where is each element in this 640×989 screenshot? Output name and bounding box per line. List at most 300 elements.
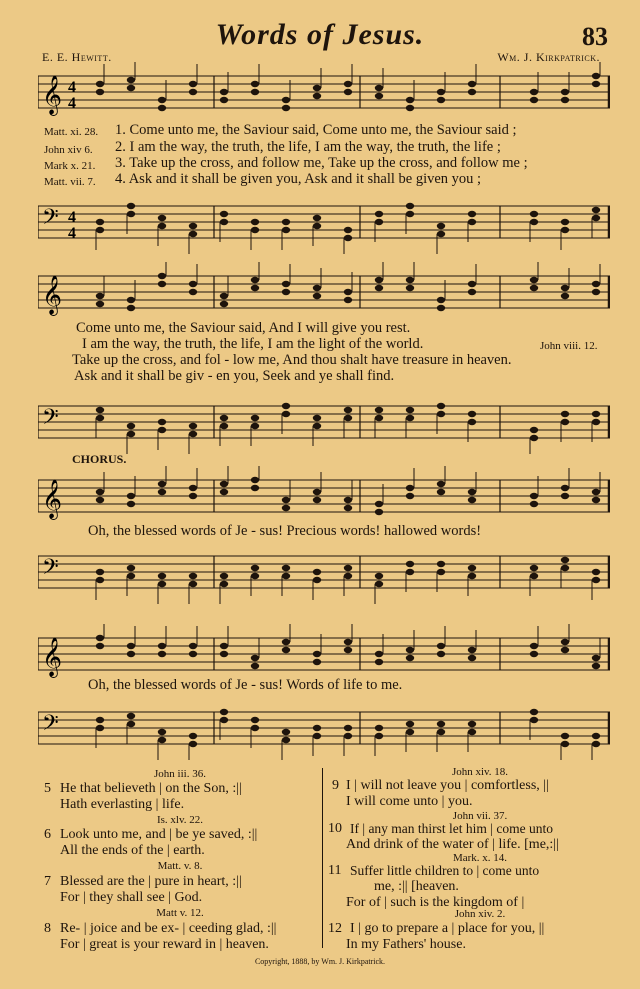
notehead <box>592 577 600 583</box>
notehead <box>282 505 290 511</box>
notehead <box>592 281 600 287</box>
notehead <box>251 725 259 731</box>
notehead <box>251 485 259 491</box>
notehead <box>561 97 569 103</box>
notehead <box>468 411 476 417</box>
notehead <box>282 281 290 287</box>
notehead <box>251 565 259 571</box>
stanza-line: Hath everlasting | life. <box>60 797 185 812</box>
notehead <box>592 489 600 495</box>
notehead <box>468 89 476 95</box>
notehead <box>127 651 135 657</box>
bass-clef-icon: 𝄢 <box>42 405 59 435</box>
notehead <box>530 211 538 217</box>
notehead <box>189 643 197 649</box>
stanza-ref: Mark. x. 14. <box>452 852 508 864</box>
notehead <box>406 569 414 575</box>
notehead <box>127 721 135 727</box>
notehead <box>468 419 476 425</box>
notehead <box>406 105 414 111</box>
notehead <box>468 281 476 287</box>
stanza-line: I | will not leave you | comfortless, || <box>346 778 549 793</box>
stanza-line: For | great is your reward in | heaven. <box>60 937 269 952</box>
copyright: Copyright, 1888, by Wm. J. Kirkpatrick. <box>254 957 386 966</box>
stanza-ref: John vii. 37. <box>452 810 508 822</box>
notehead <box>437 651 445 657</box>
stanza-num: 9 <box>332 778 339 793</box>
notehead <box>220 581 228 587</box>
notehead <box>344 407 352 413</box>
notehead <box>530 89 538 95</box>
notehead <box>127 565 135 571</box>
notehead <box>158 273 166 279</box>
notehead <box>251 423 259 429</box>
notehead <box>375 407 383 413</box>
stanza-line: Look unto me, and | be ye saved, :|| <box>60 827 258 842</box>
notehead <box>344 733 352 739</box>
notehead <box>592 569 600 575</box>
stanza-line: Suffer little children to | come unto <box>350 863 540 878</box>
notehead <box>127 431 135 437</box>
notehead <box>468 81 476 87</box>
notehead <box>592 655 600 661</box>
notehead <box>96 577 104 583</box>
notehead <box>530 565 538 571</box>
notehead <box>158 97 166 103</box>
notehead <box>282 219 290 225</box>
notehead <box>251 227 259 233</box>
notehead <box>344 505 352 511</box>
notehead <box>313 285 321 291</box>
notehead <box>468 647 476 653</box>
notehead <box>406 485 414 491</box>
notehead <box>96 227 104 233</box>
notehead <box>96 725 104 731</box>
notehead <box>375 285 383 291</box>
stanza-line: I will come unto | you. <box>346 794 473 809</box>
notehead <box>158 215 166 221</box>
notehead <box>127 643 135 649</box>
notehead <box>344 227 352 233</box>
notehead <box>251 415 259 421</box>
notehead <box>189 231 197 237</box>
notehead <box>437 89 445 95</box>
chorus-line: Oh, the blessed words of Je - sus! Words of life to me. <box>88 677 403 693</box>
notehead <box>313 415 321 421</box>
notehead <box>530 717 538 723</box>
notehead <box>313 569 321 575</box>
notehead <box>96 219 104 225</box>
bass-clef-icon: 𝄢 <box>42 711 59 741</box>
stanza-line: me, :|| [heaven. <box>374 879 459 894</box>
notehead <box>282 105 290 111</box>
verse-line: 3. Take up the cross, and follow me, Take up the cross, and follow me ; <box>115 155 528 171</box>
notehead <box>220 89 228 95</box>
treble-staff-2 <box>38 262 610 324</box>
notehead <box>406 285 414 291</box>
lyric-line: Come unto me, the Saviour said, And I will give you rest. <box>76 320 411 336</box>
notehead <box>561 557 569 563</box>
notehead <box>127 493 135 499</box>
notehead <box>96 489 104 495</box>
notehead <box>127 77 135 83</box>
notehead <box>530 427 538 433</box>
notehead <box>251 219 259 225</box>
notehead <box>251 573 259 579</box>
notehead <box>220 717 228 723</box>
stanza-line: For of | such is the kingdom of | <box>346 895 525 910</box>
notehead <box>251 655 259 661</box>
notehead <box>468 219 476 225</box>
notehead <box>561 419 569 425</box>
notehead <box>189 581 197 587</box>
notehead <box>282 403 290 409</box>
notehead <box>406 647 414 653</box>
notehead <box>127 713 135 719</box>
notehead <box>437 561 445 567</box>
chorus-line: Oh, the blessed words of Je - sus! Precious words! hallowed words! <box>88 523 482 539</box>
notehead <box>189 89 197 95</box>
notehead <box>282 289 290 295</box>
notehead <box>344 573 352 579</box>
stanza-num: 10 <box>328 821 342 836</box>
notehead <box>406 493 414 499</box>
notehead <box>406 415 414 421</box>
notehead <box>96 497 104 503</box>
notehead <box>592 289 600 295</box>
notehead <box>313 293 321 299</box>
notehead <box>220 643 228 649</box>
notehead <box>158 489 166 495</box>
notehead <box>437 411 445 417</box>
stanza-ref: Is. xlv. 22. <box>156 814 204 826</box>
notehead <box>561 493 569 499</box>
notehead <box>437 305 445 311</box>
notehead <box>251 663 259 669</box>
stanza-num: 11 <box>328 863 342 878</box>
notehead <box>530 573 538 579</box>
stanza-ref: John iii. 36. <box>154 768 206 780</box>
notehead <box>530 285 538 291</box>
notehead <box>220 481 228 487</box>
notehead <box>561 89 569 95</box>
notehead <box>189 223 197 229</box>
notehead <box>127 573 135 579</box>
notehead <box>375 659 383 665</box>
stanza-line: In my Fathers' house. <box>346 937 466 952</box>
notehead <box>344 565 352 571</box>
notehead <box>313 223 321 229</box>
notehead <box>344 289 352 295</box>
notehead <box>406 203 414 209</box>
notehead <box>530 277 538 283</box>
notehead <box>282 97 290 103</box>
notehead <box>592 81 600 87</box>
notehead <box>468 565 476 571</box>
notehead <box>344 81 352 87</box>
notehead <box>189 741 197 747</box>
notehead <box>437 403 445 409</box>
notehead <box>468 729 476 735</box>
notehead <box>282 497 290 503</box>
column-divider <box>322 768 323 948</box>
notehead <box>313 659 321 665</box>
notehead <box>189 651 197 657</box>
notehead <box>375 211 383 217</box>
notehead <box>220 415 228 421</box>
notehead <box>251 81 259 87</box>
notehead <box>530 97 538 103</box>
page-number: 83 <box>582 22 608 51</box>
notehead <box>406 211 414 217</box>
notehead <box>530 643 538 649</box>
notehead <box>282 227 290 233</box>
svg-text:4: 4 <box>68 95 76 112</box>
notehead <box>220 301 228 307</box>
notehead <box>189 493 197 499</box>
stanza-ref: John xiv. 18. <box>451 766 509 778</box>
notehead <box>189 81 197 87</box>
notehead <box>96 301 104 307</box>
stanza-line: He that believeth | on the Son, :|| <box>60 781 242 796</box>
notehead <box>561 647 569 653</box>
notehead <box>592 741 600 747</box>
notehead <box>127 305 135 311</box>
stanza-line: Blessed are the | pure in heart, :|| <box>60 874 242 889</box>
notehead <box>530 501 538 507</box>
notehead <box>592 733 600 739</box>
verse-ref: John xiv 6. <box>44 144 93 156</box>
notehead <box>220 709 228 715</box>
notehead <box>375 501 383 507</box>
notehead <box>437 569 445 575</box>
notehead <box>220 423 228 429</box>
verse-line: 4. Ask and it shall be given you, Ask and it shall be given you ; <box>115 171 482 187</box>
notehead <box>158 419 166 425</box>
notehead <box>592 663 600 669</box>
notehead <box>592 215 600 221</box>
notehead <box>344 497 352 503</box>
notehead <box>313 489 321 495</box>
notehead <box>375 85 383 91</box>
notehead <box>437 297 445 303</box>
notehead <box>468 289 476 295</box>
notehead <box>282 647 290 653</box>
notehead <box>96 569 104 575</box>
notehead <box>158 481 166 487</box>
notehead <box>530 493 538 499</box>
bass-staff-1 <box>38 192 610 254</box>
lyric-line: I am the way, the truth, the life, I am the light of the world. <box>82 336 424 352</box>
notehead <box>468 573 476 579</box>
notehead <box>158 581 166 587</box>
notehead <box>530 651 538 657</box>
notehead <box>251 477 259 483</box>
notehead <box>375 415 383 421</box>
notehead <box>530 709 538 715</box>
notehead <box>189 423 197 429</box>
notehead <box>344 235 352 241</box>
notehead <box>96 643 104 649</box>
bass-clef-icon: 𝄢 <box>42 555 59 585</box>
notehead <box>220 651 228 657</box>
treble-clef-icon: 𝄞 <box>42 637 63 677</box>
notehead <box>437 231 445 237</box>
notehead <box>437 721 445 727</box>
notehead <box>158 223 166 229</box>
notehead <box>437 489 445 495</box>
notehead <box>313 423 321 429</box>
notehead <box>96 81 104 87</box>
notehead <box>561 219 569 225</box>
notehead <box>437 729 445 735</box>
notehead <box>127 501 135 507</box>
notehead <box>251 285 259 291</box>
stanza-line: If | any man thirst let him | come unto <box>350 821 553 836</box>
treble-clef-icon: 𝄞 <box>42 275 63 315</box>
notehead <box>592 73 600 79</box>
notehead <box>189 431 197 437</box>
notehead <box>251 717 259 723</box>
notehead <box>344 297 352 303</box>
notehead <box>96 635 104 641</box>
notehead <box>96 293 104 299</box>
notehead <box>375 277 383 283</box>
notehead <box>561 733 569 739</box>
notehead <box>375 509 383 515</box>
verse-line: 1. Come unto me, the Saviour said, Come unto me, the Saviour said ; <box>115 122 517 138</box>
verse-line: 2. I am the way, the truth, the life, I am the way, the truth, the life ; <box>115 139 501 155</box>
stanza-num: 6 <box>44 827 51 842</box>
notehead <box>96 717 104 723</box>
notehead <box>592 419 600 425</box>
notehead <box>592 207 600 213</box>
notehead <box>220 573 228 579</box>
notehead <box>282 737 290 743</box>
stanza-ref: Matt v. 12. <box>156 907 204 919</box>
notehead <box>96 89 104 95</box>
notehead <box>313 215 321 221</box>
verse-ref: Matt. xi. 28. <box>44 126 99 138</box>
notehead <box>344 725 352 731</box>
stanza-line: And drink of the water of | life. [me,:|| <box>346 837 559 852</box>
notehead <box>468 211 476 217</box>
treble-clef-icon: 𝄞 <box>42 479 63 519</box>
notehead <box>158 281 166 287</box>
notehead <box>282 573 290 579</box>
svg-text:4: 4 <box>68 225 76 242</box>
notehead <box>127 297 135 303</box>
notehead <box>127 211 135 217</box>
notehead <box>220 293 228 299</box>
notehead <box>375 651 383 657</box>
treble-clef-icon: 𝄞 <box>42 75 63 115</box>
notehead <box>530 219 538 225</box>
stanza-num: 7 <box>44 874 51 889</box>
stanza-line: I | go to prepare a | place for you, || <box>350 921 545 936</box>
stanza-num: 5 <box>44 781 51 796</box>
notehead <box>220 219 228 225</box>
notehead <box>313 93 321 99</box>
notehead <box>158 729 166 735</box>
notehead <box>282 411 290 417</box>
notehead <box>592 411 600 417</box>
stanza-ref: Matt. v. 8. <box>157 860 203 872</box>
notehead <box>375 93 383 99</box>
notehead <box>220 489 228 495</box>
notehead <box>220 211 228 217</box>
notehead <box>375 725 383 731</box>
notehead <box>406 561 414 567</box>
chorus-label: CHORUS. <box>72 452 127 466</box>
notehead <box>406 277 414 283</box>
notehead <box>375 581 383 587</box>
notehead <box>127 423 135 429</box>
notehead <box>468 489 476 495</box>
svg-text:4: 4 <box>68 209 76 226</box>
notehead <box>127 203 135 209</box>
treble-staff-3 <box>38 466 610 528</box>
notehead <box>158 737 166 743</box>
notehead <box>220 97 228 103</box>
notehead <box>468 721 476 727</box>
notehead <box>375 573 383 579</box>
notehead <box>561 565 569 571</box>
notehead <box>406 655 414 661</box>
notehead <box>189 289 197 295</box>
stanza-num: 8 <box>44 921 51 936</box>
verse-ref: Matt. vii. 7. <box>44 176 96 188</box>
notehead <box>406 721 414 727</box>
notehead <box>561 227 569 233</box>
bass-staff-3 <box>38 542 610 604</box>
notehead <box>561 285 569 291</box>
notehead <box>313 725 321 731</box>
notehead <box>406 97 414 103</box>
notehead <box>406 407 414 413</box>
notehead <box>158 427 166 433</box>
notehead <box>468 497 476 503</box>
notehead <box>406 729 414 735</box>
notehead <box>437 223 445 229</box>
stanza-ref: John xiv. 2. <box>454 908 506 920</box>
treble-staff-1 <box>38 62 610 124</box>
notehead <box>592 497 600 503</box>
notehead <box>189 733 197 739</box>
notehead <box>251 277 259 283</box>
notehead <box>189 281 197 287</box>
stanza-line: For | they shall see | God. <box>60 890 203 905</box>
composer-credit: Wm. J. Kirkpatrick. <box>497 50 600 64</box>
notehead <box>561 293 569 299</box>
bass-staff-4 <box>38 698 610 760</box>
notehead <box>282 729 290 735</box>
notehead <box>313 497 321 503</box>
verse-ref: Mark x. 21. <box>44 160 96 172</box>
notehead <box>189 485 197 491</box>
notehead <box>561 485 569 491</box>
notehead <box>96 415 104 421</box>
bass-clef-icon: 𝄢 <box>42 205 59 235</box>
notehead <box>127 85 135 91</box>
notehead <box>158 573 166 579</box>
notehead <box>313 733 321 739</box>
lyric-line: Take up the cross, and fol - low me, And thou shalt have treasure in heaven. <box>72 352 512 368</box>
lyric-line: Ask and it shall be giv - en you, Seek and ye shall find. <box>74 368 395 384</box>
notehead <box>189 573 197 579</box>
notehead <box>561 639 569 645</box>
notehead <box>437 481 445 487</box>
